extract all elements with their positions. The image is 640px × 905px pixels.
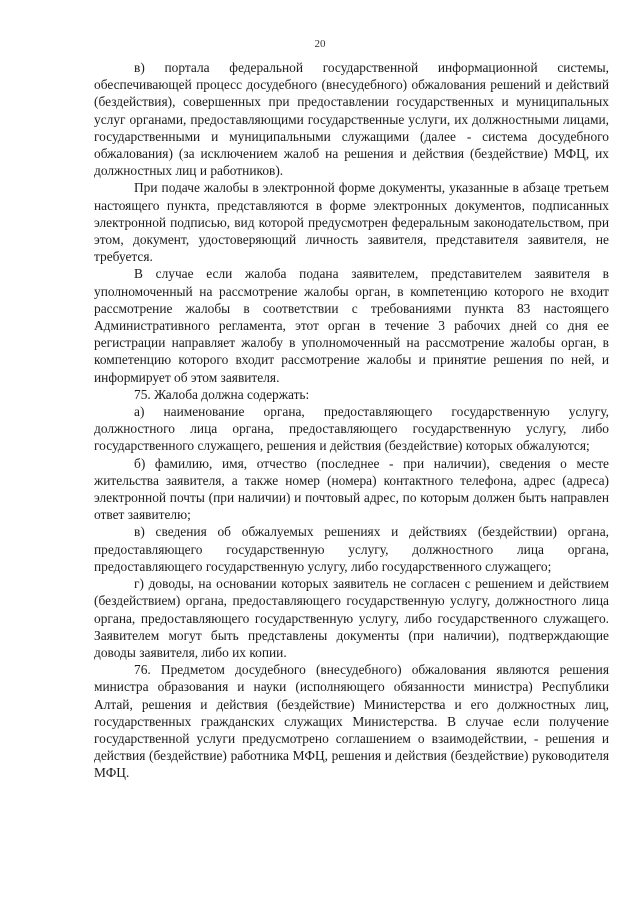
paragraph-misdirected-complaint: В случае если жалоба подана заявителем, представителем заявителя в уполномоченный на рассмотрение жалобы орган, в компетенцию которого не входит рассмотрение жалобы в соответствии с требованиями пункта 83 настоящего Административного регламента, этот орган в течение 3 рабочих дней со дня ее регистрации направляет жалобу в уполномоченный на рассмотрение жалобы орган, в компетенцию которого входит рассмотрение жалобы и принятие решения по ней, и информирует об этом заявителя. bbox=[94, 266, 609, 385]
paragraph-item-75-v: в) сведения об обжалуемых решениях и действиях (бездействии) органа, предоставляющего государственную услугу, должностного лица органа, предоставляющего государственную услугу, либо государственного служащего; bbox=[94, 524, 609, 574]
paragraph-item-76: 76. Предметом досудебного (внесудебного) обжалования являются решения министра образования и науки (исполняющего обязанности министра) Республики Алтай, решения и действия (бездействие) Министерства и его должностных лиц, государственных гражданских служащих Министерства. В случае если получение государственной услуги предусмотрено соглашением о взаимодействии, - решения и действия (бездействие) работника МФЦ, решения и действия (бездействие) руководителя МФЦ. bbox=[94, 662, 609, 781]
paragraph-item-75-g: г) доводы, на основании которых заявитель не согласен с решением и действием (бездействием) органа, предоставляющего государственную услугу, должностного лица органа, предоставляющего государственную услугу, либо государственного служащего. Заявителем могут быть представлены документы (при наличии), подтверждающие доводы заявителя, либо их копии. bbox=[94, 576, 609, 660]
page-number: 20 bbox=[314, 38, 326, 50]
document-body bbox=[94, 59, 609, 782]
paragraph-item-75-heading: 75. Жалоба должна содержать: bbox=[134, 386, 310, 402]
paragraph-portal-item-v: в) портала федеральной государственной информационной системы, обеспечивающей процесс досудебного (внесудебного) обжалования решений и действий (бездействия), совершенных при предоставлении государственных и муниципальных услуг органами, предоставляющими государственные услуги, их должностными лицами, государственными и муниципальными служащими (далее - система досудебного обжалования) (за исключением жалоб на решения и действия (бездействие) МФЦ, их должностных лиц и работников). bbox=[94, 60, 609, 179]
paragraph-item-75-a: а) наименование органа, предоставляющего государственную услугу, должностного лица органа, предоставляющего государственную услугу, либо государственного служащего, решения и действия (бездействие) которых обжалуются; bbox=[94, 404, 609, 454]
paragraph-item-75-b: б) фамилию, имя, отчество (последнее - при наличии), сведения о месте жительства заявителя, а также номер (номера) контактного телефона, адрес (адреса) электронной почты (при наличии) и почтовый адрес, по которым должен быть направлен ответ заявителю; bbox=[94, 455, 609, 523]
paragraph-electronic-submission: При подаче жалобы в электронной форме документы, указанные в абзаце третьем настоящего пункта, представляются в форме электронных документов, подписанных электронной подписью, вид которой предусмотрен федеральным законодательством, при этом, документ, удостоверяющий личность заявителя, представителя заявителя, не требуется. bbox=[94, 180, 609, 265]
